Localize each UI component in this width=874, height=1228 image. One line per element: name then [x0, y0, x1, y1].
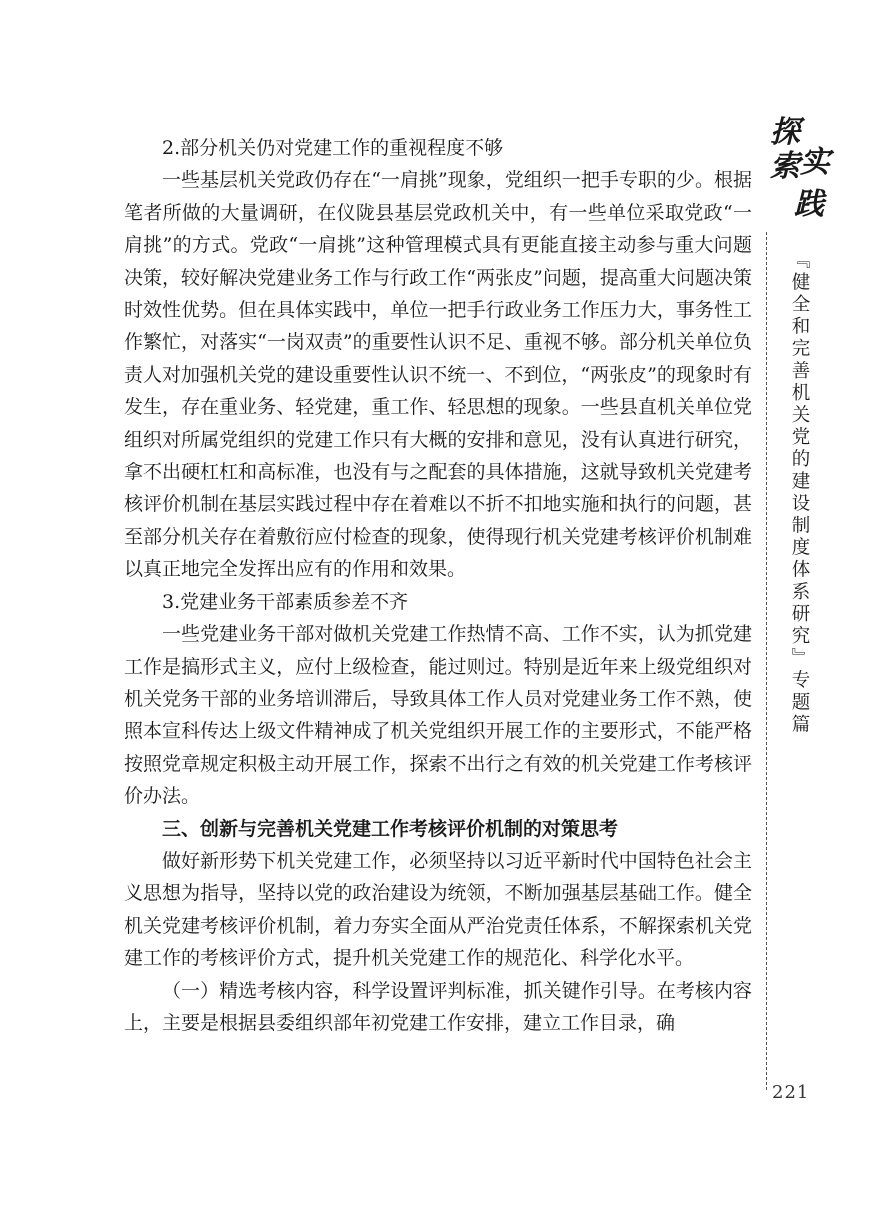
subheading-2: 2.部分机关仍对党建工作的重视程度不够 — [162, 137, 504, 159]
paragraph-1: 一些基层机关党政仍存在“一肩挑”现象，党组织一把手专职的少。根据笔者所做的大量调研，在仪陇县基层党政机关中，有一些单位采取党政“一肩挑”的方式。党政“一肩挑”这种管理模式具有更能直接主动参与重大问题决策，较好解决党建业务工作与行政工作“两张皮”问题，提高重大问题决策时效性优势。但在具体实践中，单位一把手行政业务工作压力大，事务性工作繁忙，对落实“一岗双责”的重要性认识不足、重视不够。部分机关单位负责人对加强机关党的建设重要性认识不统一、不到位，“两张皮”的现象时有发生，存在重业务、轻党建，重工作、轻思想的现象。一些县直机关单位党组织对所属党组织的党建工作只有大概的安排和意见，没有认真进行研究，拿不出硬杠杠和高标准，也没有与之配套的具体措施，这就导致机关党建考核评价机制在基层实践过程中存在着难以不折不扣地实施和执行的问题，甚至部分机关存在着敷衍应付检查的现象，使得现行机关党建考核评价机制难以真正地完全发挥出应有的作用和效果。 — [124, 169, 752, 581]
calligraphy-char-2: 索 — [770, 149, 800, 184]
calligraphy-char-1: 探 — [770, 115, 800, 150]
paragraph-2: 一些党建业务干部对做机关党建工作热情不高、工作不实，认为抓党建工作是搞形式主义，应付上级检查，能过则过。特别是近年来上级党组织对机关党务干部的业务培训滞后，导致具体工作人员对党建业务工作不熟，使照本宣科传达上级文件精神成了机关党组织开展工作的主要形式，不能严格按照党章规定积极主动开展工作，探索不出行之有效的机关党建工作考核评价办法。 — [124, 623, 752, 808]
margin-dashed-rule — [766, 232, 767, 1090]
section-calligraphy-title — [770, 115, 840, 238]
body-text — [124, 132, 752, 1039]
vertical-series-title: 『健全和完善机关党的建设制度体系研究』专题篇 — [789, 250, 810, 737]
paragraph-3: 做好新形势下机关党建工作，必须坚持以习近平新时代中国特色社会主义思想为指导，坚持以党的政治建设为统领，不断加强基层基础工作。健全机关党建考核评价机制，着力夯实全面从严治党责任体系，不解探索机关党建工作的考核评价方式，提升机关党建工作的规范化、科学化水平。 — [124, 849, 752, 970]
calligraphy-char-3: 实 — [800, 145, 830, 180]
section-heading-3: 三、创新与完善机关党建工作考核评价机制的对策思考 — [162, 817, 619, 840]
calligraphy-char-4: 践 — [794, 187, 824, 222]
paragraph-4: （一）精选考核内容，科学设置评判标准，抓关键作引导。在考核内容上，主要是根据县委组织部年初党建工作安排，建立工作目录，确 — [124, 979, 752, 1034]
subheading-3: 3.党建业务干部素质参差不齐 — [162, 590, 409, 613]
page-number: 221 — [772, 1082, 810, 1103]
